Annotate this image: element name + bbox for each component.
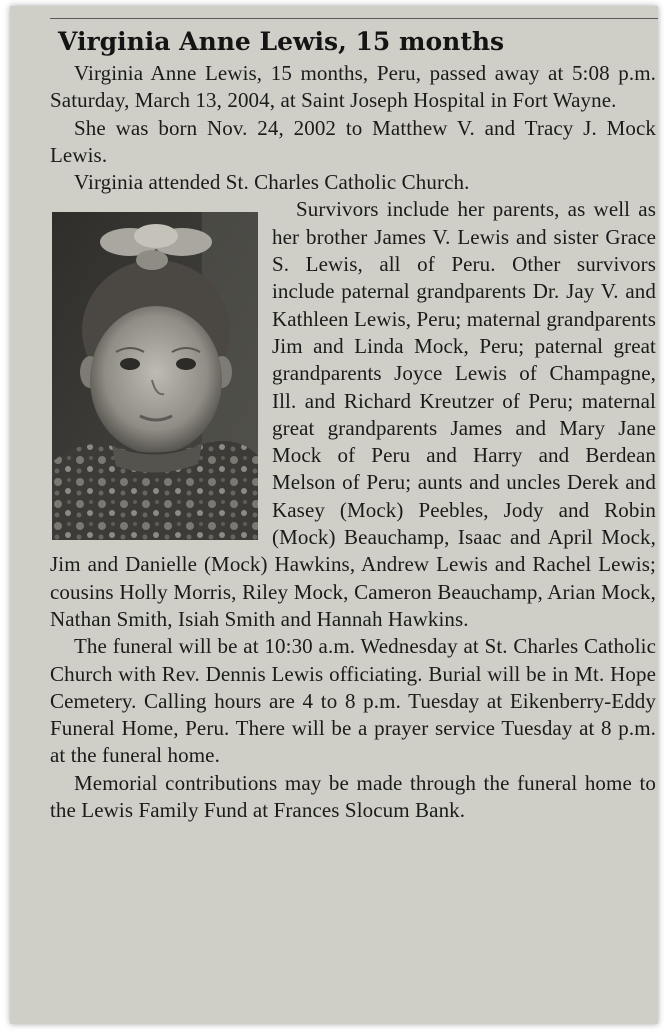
paragraph-survivors: Survivors include her parents, as well as her brother James V. Lewis and sister Grace S. Lewis, all of Peru. Other survivors include paternal grandparents Dr. Jay V. and Kathleen Lewis, Peru; maternal grandparents Jim and Linda Mock, Peru; paternal great grandparents Joyce Lewis of Champagne, Ill. and Richard Kreutzer of Peru; maternal great grandparents James and Mary Jane Mock of Peru and Harry and Berdean Melson of Peru; aunts and uncles Derek and Kasey (Mock) Peebles, Jody and Robin (Mock) Beauchamp, Isaac and April Mock, Jim and Danielle (Mock) Hawkins, Andrew Lewis and Rachel Lewis; cousins Holly Morris, Riley Mock, Cameron Beauchamp, Arian Mock, Nathan Smith, Isiah Smith and Hannah Hawkins. — [50, 197, 656, 631]
paragraph-church: Virginia attended St. Charles Catholic Church. — [74, 170, 470, 195]
newspaper-clipping — [10, 6, 658, 1024]
paragraph-death-notice: Virginia Anne Lewis, 15 months, Peru, passed away at 5:08 p.m. Saturday, March 13, 2004, at Saint Joseph Hospital in Fort Wayne. — [50, 61, 656, 113]
portrait-image — [52, 212, 258, 540]
top-rule — [50, 18, 658, 19]
paragraph-memorial: Memorial contributions may be made through the funeral home to the Lewis Family Fund at Frances Slocum Bank. — [50, 770, 656, 823]
paragraph-funeral: The funeral will be at 10:30 a.m. Wednesday at St. Charles Catholic Church with Rev. Dennis Lewis officiating. Burial will be in Mt. Hope Cemetery. Calling hours are 4 to 8 p.m. Tuesday at Eikenberry-Eddy Funeral Home, Peru. There will be a prayer service Tuesday at 8 p.m. at the funeral home. — [50, 634, 656, 768]
obituary-article — [50, 26, 656, 824]
paragraph-birth: She was born Nov. 24, 2002 to Matthew V. and Tracy J. Mock Lewis. — [50, 115, 656, 167]
portrait-photo — [52, 212, 258, 540]
headline: Virginia Anne Lewis, 15 months — [58, 27, 505, 56]
